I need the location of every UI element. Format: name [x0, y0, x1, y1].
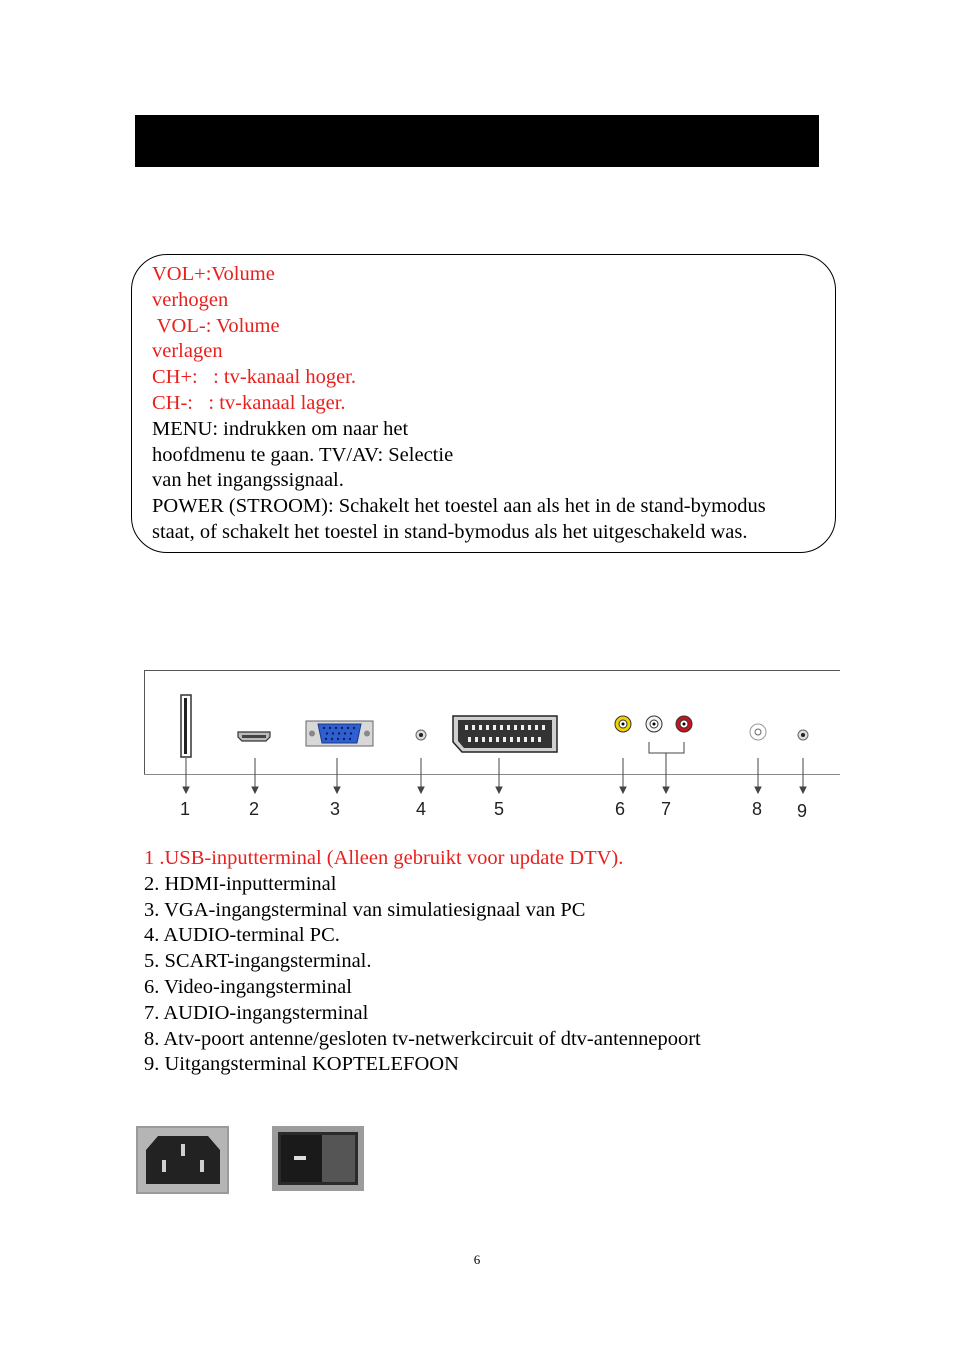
- hdmi-port-icon: [238, 732, 270, 741]
- connector-number: 6: [615, 799, 626, 819]
- power-switch-icon: [272, 1126, 364, 1191]
- control-line: van het ingangssignaal.: [152, 469, 344, 492]
- control-line: verlagen: [152, 340, 223, 363]
- control-line: staat, of schakelt het toestel in stand-bymodus als het uitgeschakeld was.: [152, 520, 748, 543]
- legend-item: 6. Video-ingangsterminal: [144, 975, 352, 998]
- control-line: VOL+:Volume: [152, 263, 275, 285]
- connector-number: 8: [752, 799, 763, 819]
- legend-item: 3. VGA-ingangsterminal van simulatiesignaal van PC: [144, 898, 586, 921]
- audio-jack-icon: [416, 730, 426, 740]
- legend-item: 4. AUDIO-terminal PC.: [144, 924, 340, 947]
- usb-port-icon: [181, 695, 191, 757]
- legend-item: 5. SCART-ingangsterminal.: [144, 950, 372, 973]
- control-line: POWER (STROOM): Schakelt het toestel aan als het in de stand-bymodus: [152, 495, 766, 518]
- control-line: hoofdmenu te gaan. TV/AV: Selectie: [152, 443, 454, 466]
- audio-rca-icon: [646, 716, 692, 753]
- connector-number: 9: [797, 801, 808, 821]
- vga-port-icon: [306, 721, 373, 746]
- control-line: MENU: indrukken om naar het: [152, 417, 409, 440]
- legend-item: 1 .USB-inputterminal (Alleen gebruikt voor update DTV).: [144, 847, 624, 869]
- legend-item: 8. Atv-poort antenne/gesloten tv-netwerkcircuit of dtv-antennepoort: [144, 1027, 701, 1050]
- page-number: 6: [473, 1252, 481, 1267]
- controls-description: [152, 262, 766, 546]
- connector-panel-diagram: [144, 670, 840, 775]
- control-line: CH-: : tv-kanaal lager.: [152, 391, 346, 414]
- connector-number: 5: [494, 799, 505, 819]
- connector-number: 3: [330, 799, 341, 819]
- control-line: VOL-: Volume: [152, 314, 280, 337]
- legend-item: 7. AUDIO-ingangsterminal: [144, 1001, 369, 1024]
- legend-item: 9. Uitgangsterminal KOPTELEFOON: [144, 1053, 459, 1076]
- control-line: verhogen: [152, 288, 229, 311]
- scart-port-icon: [453, 716, 557, 752]
- video-rca-icon: [615, 716, 631, 732]
- connector-number: 1: [180, 799, 191, 819]
- legend-item: 2. HDMI-inputterminal: [144, 872, 337, 895]
- connector-number: 7: [661, 799, 672, 819]
- connector-number: 4: [416, 799, 427, 819]
- section-header-bar: [135, 115, 819, 167]
- control-line: CH+: : tv-kanaal hoger.: [152, 366, 356, 389]
- headphone-jack-icon: [798, 730, 808, 740]
- power-socket-icon: [136, 1126, 229, 1194]
- connector-number: 2: [249, 799, 260, 819]
- pointer-arrows: [144, 775, 840, 795]
- antenna-port-icon: [750, 724, 766, 740]
- connector-legend: [144, 846, 701, 1078]
